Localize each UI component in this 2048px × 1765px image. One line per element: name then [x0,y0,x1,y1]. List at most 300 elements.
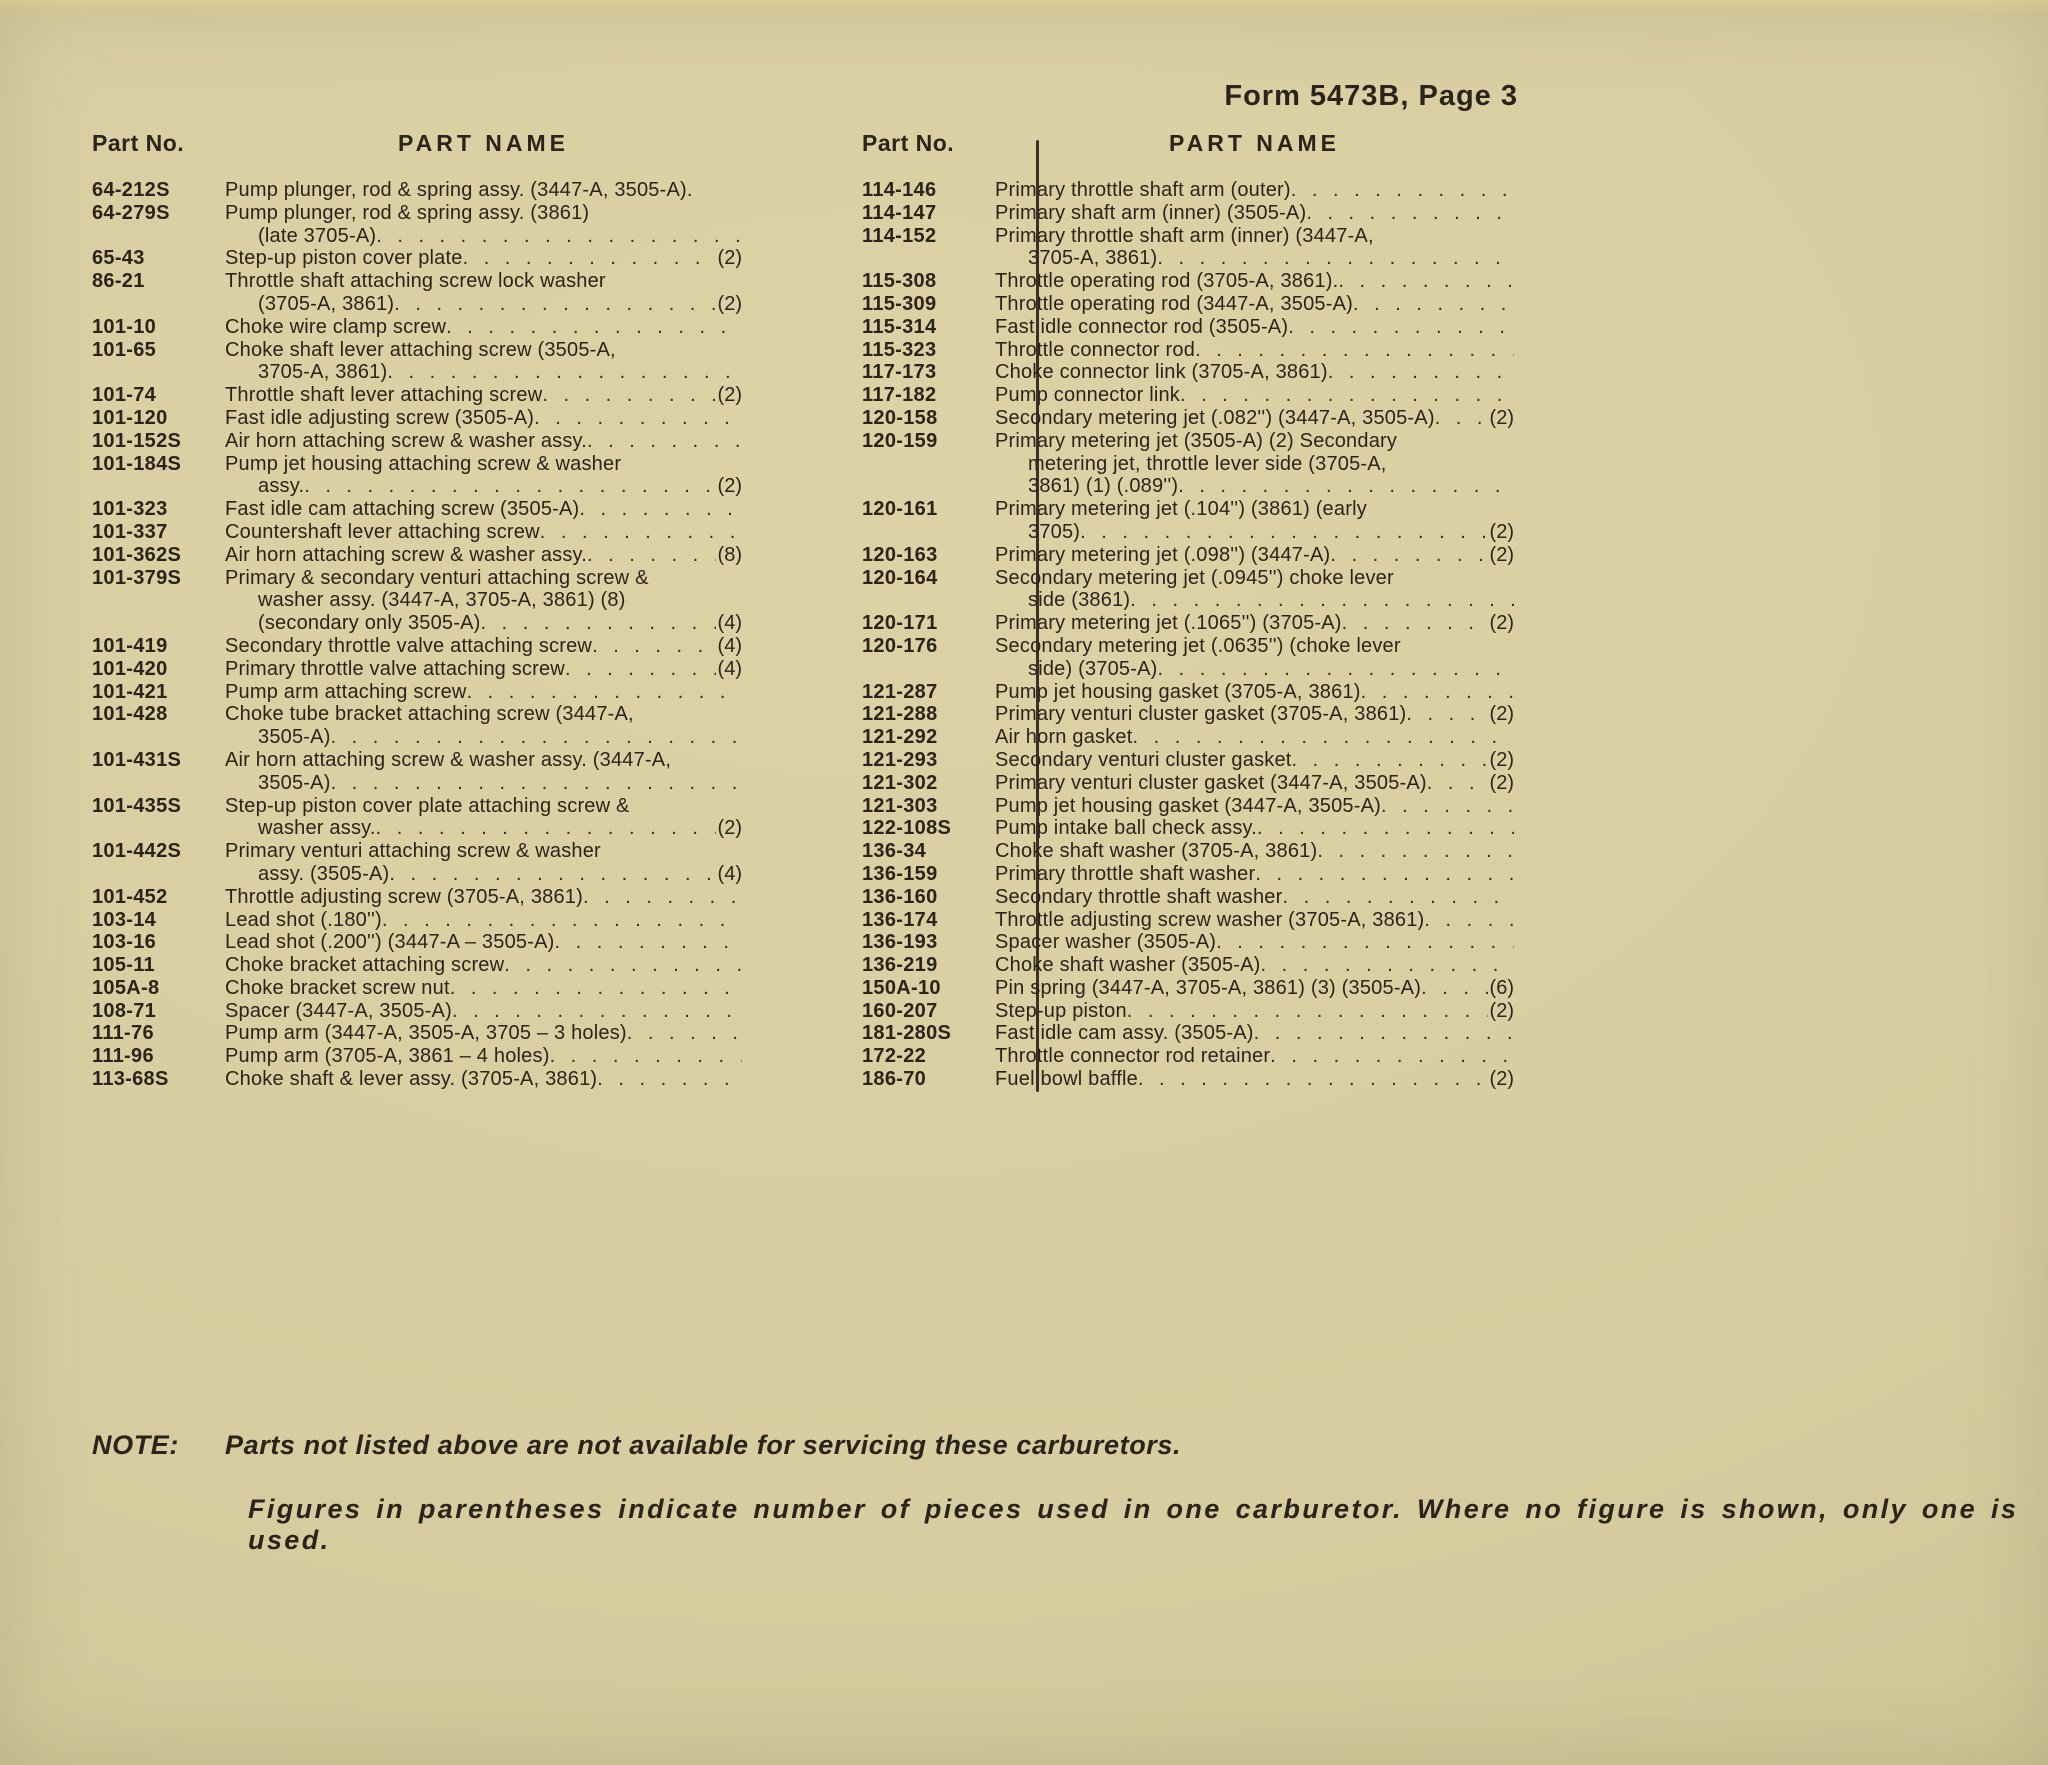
part-name-text: Spacer (3447-A, 3505-A) [225,999,452,1022]
part-name-line [995,475,1514,498]
part-name-line [225,339,742,362]
part-name [995,384,1514,407]
part-row [92,977,742,1000]
part-number: 101-10 [92,315,157,338]
part-name [995,954,1514,977]
part-name-text: Primary metering jet (3505-A) (2) Secondary [995,429,1398,452]
part-row [862,384,1514,407]
dot-leader [463,247,716,270]
part-row [92,840,742,886]
part-no-header: Part No. [92,130,185,156]
dot-leader [1080,521,1487,544]
part-no-header: Part No. [862,130,955,156]
part-name-line [225,225,742,248]
part-name [225,749,742,795]
part-name [225,658,742,681]
part-number: 120-158 [862,406,938,429]
part-row [92,453,742,499]
part-number: 101-120 [92,406,168,429]
part-row [862,1068,1514,1091]
part-number: 121-303 [862,794,938,817]
part-name-text: Primary metering jet (.1065'') (3705-A) [995,612,1342,635]
part-row [92,430,742,453]
part-name-text: Pin spring (3447-A, 3705-A, 3861) (3) (3505-A) [995,976,1422,999]
part-name-line [225,521,742,544]
part-name-line [995,909,1514,932]
part-name-line [995,521,1514,544]
part-row [862,749,1514,772]
dot-leader [1130,589,1514,612]
part-row [92,931,742,954]
dot-leader [452,1000,742,1023]
part-name-text: 3705-A, 3861) [258,361,388,384]
part-name-line [995,589,1514,612]
part-name [995,840,1514,863]
quantity-count: (2) [1489,748,1514,771]
part-name-line [225,1022,742,1045]
part-name-line [995,1000,1514,1023]
part-name-text: Primary throttle shaft washer [995,862,1256,885]
part-name [995,749,1514,772]
part-name-text: Spacer washer (3505-A) [995,931,1217,954]
part-name [995,817,1514,840]
part-name-line [995,247,1514,270]
part-name-line [225,1045,742,1068]
dot-leader [1291,179,1514,202]
part-number: 160-207 [862,999,938,1022]
part-name-text: Countershaft lever attaching screw [225,520,540,543]
part-name-line [995,726,1514,749]
part-number: 120-176 [862,634,938,657]
quantity-count: (4) [717,634,742,657]
part-row [862,886,1514,909]
quantity-count: (2) [1489,520,1514,543]
part-name-text: Throttle adjusting screw (3705-A, 3861) [225,885,583,908]
part-number: 101-379S [92,566,182,589]
quantity-count: (2) [1489,703,1514,726]
dot-leader [1435,407,1488,430]
dot-leader [1361,681,1514,704]
part-name-text: (secondary only 3505-A) [258,612,481,635]
dot-leader [1216,931,1514,954]
part-row [862,931,1514,954]
part-number: 115-309 [862,292,937,315]
part-name-text: metering jet, throttle lever side (3705-A, [1028,452,1387,475]
part-name-text: Fast idle adjusting screw (3505-A) [225,406,535,429]
part-name-text: side) (3705-A) [1028,657,1158,680]
part-name [225,954,742,977]
part-number: 136-160 [862,885,938,908]
column-header-left [92,130,742,157]
part-number: 114-147 [862,201,937,224]
part-name [995,339,1514,362]
part-name-text: (late 3705-A) [258,224,377,247]
part-row [862,909,1514,932]
part-name [225,316,742,339]
dot-leader [1157,247,1514,270]
part-name [225,498,742,521]
part-name-text: 3505-A) [258,726,331,749]
quantity-count: (6) [1489,976,1514,999]
part-name-line [995,384,1514,407]
dot-leader [1424,909,1514,932]
dot-leader [583,886,742,909]
part-name-line [225,430,742,453]
part-name-text: Primary shaft arm (inner) (3505-A) [995,201,1307,224]
part-number: 120-161 [862,498,938,521]
part-name-text: Choke connector link (3705-A, 3861) [995,361,1328,384]
quantity-count: (2) [717,247,742,270]
part-name-text: Primary throttle shaft arm (inner) (3447-A, [995,224,1374,247]
part-row [862,681,1514,704]
part-name [225,909,742,932]
part-name-text: assy. [258,475,305,498]
dot-leader [1138,1068,1488,1091]
part-name-text: Secondary metering jet (.082'') (3447-A, 3505-A) [995,406,1435,429]
part-number: 101-428 [92,703,168,726]
dot-leader [565,658,716,681]
part-number: 136-174 [862,908,938,931]
part-name [225,681,742,704]
part-name [225,544,742,567]
part-name-text: Throttle shaft attaching screw lock washer [225,270,606,293]
dot-leader [382,909,742,932]
part-name-line [995,886,1514,909]
part-name-text: Primary venturi attaching screw & washer [225,840,601,863]
part-name-line [225,863,742,886]
part-number: 181-280S [862,1022,952,1045]
part-name-text: washer assy. (3447-A, 3705-A, 3861) (8) [258,589,626,612]
part-number: 121-302 [862,771,938,794]
part-row [862,817,1514,840]
part-name-text: Primary throttle valve attaching screw [225,657,565,680]
part-name-line [995,795,1514,818]
part-name-text: Air horn attaching screw & washer assy. (3447-A, [225,748,672,771]
dot-leader [331,726,742,749]
part-name [995,795,1514,818]
dot-leader [587,544,716,567]
dot-leader [1328,361,1514,384]
part-name-line [995,316,1514,339]
part-number: 122-108S [862,817,952,840]
dot-leader [376,817,716,840]
part-number: 186-70 [862,1068,927,1091]
dot-leader [1255,863,1514,886]
part-name-line [225,726,742,749]
part-number: 103-16 [92,931,157,954]
part-row [862,498,1514,544]
part-name-line [995,658,1514,681]
part-name-line [995,202,1514,225]
part-name [995,270,1514,293]
parts-column-left [92,130,742,1091]
part-name [225,247,742,270]
part-name-text: Pump arm attaching screw [225,680,467,703]
dot-leader [1292,749,1488,772]
dot-leader [504,954,742,977]
dot-leader [1270,1045,1514,1068]
part-name-line [995,681,1514,704]
dot-leader [450,977,742,1000]
part-number: 120-159 [862,429,938,452]
part-name [995,909,1514,932]
part-number: 101-452 [92,885,168,908]
dot-leader [555,931,743,954]
part-name-line [995,703,1514,726]
dot-leader [1254,1022,1514,1045]
parts-list-left [92,179,742,1091]
part-name-line [995,749,1514,772]
part-number: 121-287 [862,680,938,703]
part-row [92,1045,742,1068]
part-name-line [225,703,742,726]
part-name-text: Pump connector link [995,384,1181,407]
part-name [995,430,1514,498]
part-row [862,1000,1514,1023]
part-name [995,1045,1514,1068]
part-row [862,179,1514,202]
part-row [862,977,1514,1000]
part-name-line [225,817,742,840]
part-name [225,1045,742,1068]
part-name-line [225,1000,742,1023]
part-name-line [225,635,742,658]
part-name-line [995,225,1514,248]
dot-leader [304,475,715,498]
part-name-text: Throttle operating rod (3447-A, 3505-A) [995,292,1353,315]
dot-leader [1342,612,1488,635]
part-name-text: Lead shot (.180'') [225,908,382,931]
dot-leader [1306,202,1514,225]
part-name-line [225,749,742,772]
part-name-line [225,886,742,909]
part-name [225,795,742,841]
quantity-count: (2) [1489,999,1514,1022]
part-row [92,521,742,544]
note-label: NOTE: [92,1430,179,1460]
dot-leader [1178,475,1514,498]
part-name-text: washer assy. [258,817,376,840]
part-name-line [225,247,742,270]
part-name-text: Secondary throttle valve attaching screw [225,634,593,657]
part-name-line [225,840,742,863]
part-name [995,567,1514,613]
part-name [995,886,1514,909]
part-number: 86-21 [92,270,145,293]
part-name [995,931,1514,954]
part-row [862,339,1514,362]
part-name-line [995,179,1514,202]
part-name [995,225,1514,271]
part-name-text: side (3861) [1028,589,1131,612]
part-row [862,202,1514,225]
part-row [92,567,742,635]
part-row [92,1022,742,1045]
note-line-1 [92,1430,1181,1461]
part-row [92,339,742,385]
part-row [862,863,1514,886]
part-row [92,407,742,430]
part-name-text: 3861) (1) (.089'') [1028,475,1179,498]
quantity-count: (4) [717,657,742,680]
quantity-count: (2) [717,384,742,407]
part-name-line [995,498,1514,521]
part-row [92,384,742,407]
part-name-line [995,817,1514,840]
part-name-text: Fast idle cam assy. (3505-A) [995,1022,1254,1045]
dot-leader [387,361,742,384]
dot-leader [1158,658,1514,681]
quantity-count: (8) [717,543,742,566]
dot-leader [1353,293,1514,316]
part-name-header: PART NAME [397,130,569,156]
dot-leader [542,384,715,407]
dot-leader [1317,840,1514,863]
part-name-line [225,954,742,977]
dot-leader [1282,886,1514,909]
part-row [862,430,1514,498]
part-name-line [225,270,742,293]
quantity-count: (4) [717,612,742,635]
part-name-line [225,361,742,384]
part-name-line [225,384,742,407]
part-row [862,703,1514,726]
part-number: 101-362S [92,543,182,566]
part-number: 136-159 [862,862,938,885]
quantity-count: (2) [1489,771,1514,794]
part-name [225,886,742,909]
part-name [995,863,1514,886]
dot-leader [1257,817,1514,840]
part-name-text: Primary throttle shaft arm (outer) [995,179,1291,201]
dot-leader [627,1022,742,1045]
part-name [995,202,1514,225]
part-row [92,247,742,270]
part-number: 65-43 [92,247,145,270]
part-name [225,453,742,499]
dot-leader [1421,977,1487,1000]
part-number: 101-184S [92,452,182,475]
part-name-text: Throttle adjusting screw washer (3705-A, 3861) [995,908,1425,931]
part-name-line [995,293,1514,316]
part-name [225,1022,742,1045]
part-row [862,840,1514,863]
dot-leader [579,498,742,521]
part-name [995,977,1514,1000]
part-name-line [225,795,742,818]
dot-leader [394,293,715,316]
part-name-line [225,931,742,954]
part-row [862,795,1514,818]
part-name-text: Choke shaft washer (3505-A) [995,954,1261,977]
part-name-line [995,635,1514,658]
dot-leader [1288,316,1514,339]
part-name-line [225,612,742,635]
dot-leader [592,635,715,658]
part-name-line [225,498,742,521]
dot-leader [1338,270,1514,293]
parts-column-right [862,130,1514,1091]
part-name [225,635,742,658]
part-number: 101-74 [92,384,157,407]
part-name-line [995,931,1514,954]
part-number: 103-14 [92,908,157,931]
part-row [862,361,1514,384]
part-name-text: Primary & secondary venturi attaching screw & [225,566,649,589]
dot-leader [1261,954,1514,977]
part-name [995,681,1514,704]
part-number: 111-96 [92,1045,154,1068]
part-row [92,316,742,339]
part-name-text: Pump jet housing gasket (3447-A, 3505-A) [995,794,1381,817]
part-row [92,202,742,248]
part-name-line [225,407,742,430]
part-name [225,521,742,544]
part-number: 115-314 [862,315,937,338]
part-name-line [995,1045,1514,1068]
part-name [225,703,742,749]
part-name [225,202,742,248]
part-name-text: Choke bracket screw nut [225,976,450,999]
part-row [862,1045,1514,1068]
part-row [862,612,1514,635]
part-name [995,179,1514,202]
part-name-line [225,475,742,498]
part-number: 64-212S [92,179,170,201]
part-name [995,361,1514,384]
part-number: 115-308 [862,270,937,293]
part-name-text: Pump jet housing gasket (3705-A, 3861) [995,680,1361,703]
part-name-line [225,589,742,612]
dot-leader [1427,772,1488,795]
part-name-line [995,430,1514,453]
part-name-line [995,772,1514,795]
part-number: 101-420 [92,657,168,680]
part-row [862,293,1514,316]
part-name-text: Choke shaft washer (3705-A, 3861) [995,840,1318,863]
part-row [92,909,742,932]
dot-leader [481,612,716,635]
part-name-text: Choke shaft & lever assy. (3705-A, 3861) [225,1068,598,1091]
part-name-text: Step-up piston cover plate [225,247,463,270]
part-number: 108-71 [92,999,157,1022]
part-number: 101-435S [92,794,182,817]
part-name-line [995,407,1514,430]
part-name [225,339,742,385]
part-number: 121-292 [862,726,938,749]
part-row [862,772,1514,795]
part-name-line [225,772,742,795]
part-name-line [995,612,1514,635]
dot-leader [597,1068,742,1091]
part-name-text: Throttle operating rod (3705-A, 3861). [995,270,1339,293]
part-number: 121-293 [862,748,938,771]
part-name [995,772,1514,795]
part-name-line [995,339,1514,362]
part-name-text: Pump intake ball check assy. [995,817,1258,840]
part-name-text: Step-up piston [995,999,1127,1022]
part-name-text: Secondary metering jet (.0945'') choke lever [995,566,1394,589]
part-name [225,567,742,635]
part-name-line [995,270,1514,293]
part-name-text: 3705-A, 3861) [1028,247,1158,270]
part-name-text: Air horn attaching screw & washer assy. [225,543,588,566]
part-name-text: Step-up piston cover plate attaching screw & [225,794,630,817]
part-name-line [995,954,1514,977]
part-number: 111-76 [92,1022,154,1045]
part-name-text: Choke bracket attaching screw [225,954,505,977]
part-name-text: Primary venturi cluster gasket (3447-A, 3505-A) [995,771,1427,794]
